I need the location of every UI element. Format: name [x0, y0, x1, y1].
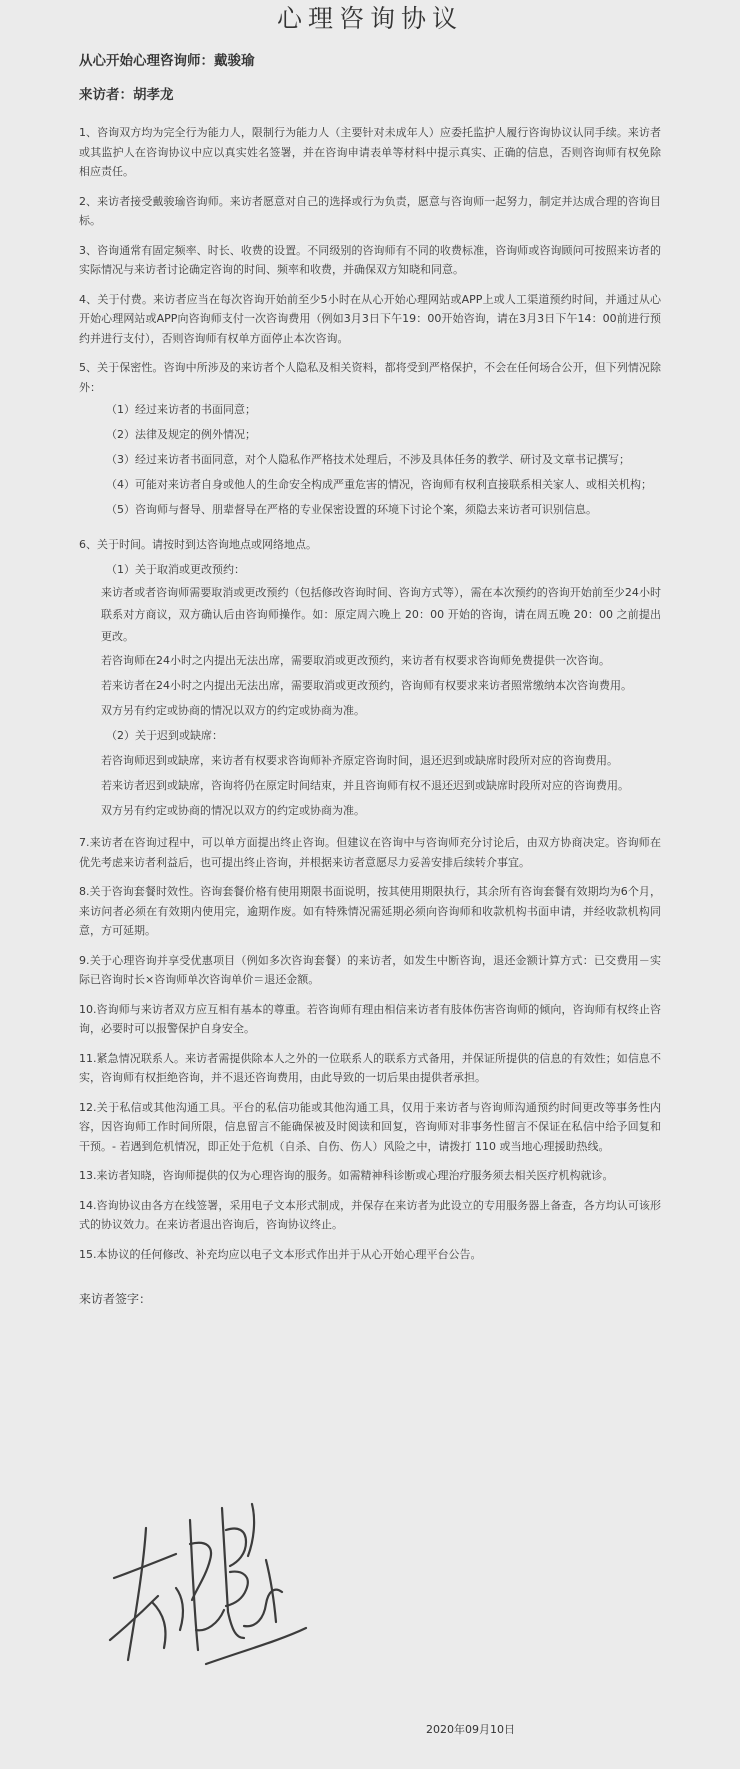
clause-9: 9.关于心理咨询并享受优惠项目（例如多次咨询套餐）的来访者，如发生中断咨询，退还金额计算方式：已交费用－实际已咨询时长×咨询师单次咨询单价＝退还金额。 [79, 953, 661, 986]
visitor-name: 胡孝龙 [133, 87, 174, 103]
clause-10: 10.咨询师与来访者双方应互相有基本的尊重。若咨询师有理由相信来访者有肢体伤害咨询师的倾向，咨询师有权终止咨询，必要时可以报警保护自身安全。 [79, 1002, 661, 1035]
clause-2: 2、来访者接受戴骏瑜咨询师。来访者愿意对自己的选择或行为负责，愿意与咨询师一起努力，制定并达成合理的咨询目标。 [79, 194, 661, 227]
clause-13: 13.来访者知晓，咨询师提供的仅为心理咨询的服务。如需精神科诊断或心理治疗服务须去相关医疗机构就诊。 [79, 1169, 614, 1182]
clause-6-sub2-title: （2）关于迟到或缺席： [106, 729, 223, 742]
clause-3: 3、咨询通常有固定频率、时长、收费的设置。不同级别的咨询师有不同的收费标准，咨询师或咨询顾问可按照来访者的实际情况与来访者讨论确定咨询的时间、频率和收费，并确保双方知晓和同意。 [79, 243, 661, 276]
clause-14: 14.咨询协议由各方在线签署，采用电子文本形式制成，并保存在来访者为此设立的专用服务器上备查，各方均认可该形式的协议效力。在来访者退出咨询后，咨询协议终止。 [79, 1198, 661, 1231]
clause-15: 15.本协议的任何修改、补充均应以电子文本形式作出并于从心开始心理平台公告。 [79, 1247, 482, 1261]
clause-12: 12.关于私信或其他沟通工具。平台的私信功能或其他沟通工具，仅用于来访者与咨询师沟通预约时间更改等事务性内容，因咨询师工作时间所限，信息留言不能确保被及时阅读和回复，咨询师对非事务性留言不保证在私信中给予回复和干预。- 若遇到危机情况，即正处于危机（自杀、自伤、伤人）风险之中，请拨打 110 或当地心理援助热线。 [79, 1100, 661, 1153]
clause-4: 4、关于付费。来访者应当在每次咨询开始前至少5小时在从心开始心理网站或APP上或人工渠道预约时间，并通过从心开始心理网站或APP向咨询师支付一次咨询费用（例如3月3日下午19：00开始咨询，请在3月3日下午14：00前进行预约并进行支付），否则咨询师有权单方面停止本次咨询。 [79, 292, 661, 345]
clause-8: 8.关于咨询套餐时效性。咨询套餐价格有使用期限书面说明，按其使用期限执行，其余所有咨询套餐有效期均为6个月，来访问者必须在有效期内使用完，逾期作废。如有特殊情况需延期必须向咨询师和收款机构书面申请，并经收款机构同意，方可延期。 [79, 885, 661, 937]
visitor-label: 来访者： [79, 87, 133, 103]
counselor-label: 从心开始心理咨询师： [79, 53, 214, 69]
clause-5-list [79, 397, 661, 522]
clause-6-sub2-text: 双方另有约定或协商的情况以双方的约定或协商为准。 [101, 804, 365, 817]
clause-5-item: （4）可能对来访者自身或他人的生命安全构成严重危害的情况，咨询师有权利直接联系相关家人、或相关机构； [106, 478, 652, 491]
handwritten-signature [106, 1500, 316, 1675]
clause-6: 6、关于时间。请按时到达咨询地点或网络地点。 [79, 538, 317, 551]
clause-6-sub2-text: 若咨询师迟到或缺席，来访者有权要求咨询师补齐原定咨询时间，退还迟到或缺席时段所对应的咨询费用。 [101, 754, 618, 767]
clause-7: 7.来访者在咨询过程中，可以单方面提出终止咨询。但建议在咨询中与咨询师充分讨论后，由双方协商决定。咨询师在优先考虑来访者利益后，也可提出终止咨询，并根据来访者意愿尽力妥善安排后续转介事宜。 [79, 836, 661, 869]
clause-5-item: （1）经过来访者的书面同意； [106, 403, 256, 416]
clause-6-sub1-text: 若来访者在24小时之内提出无法出席，需要取消或更改预约，咨询师有权要求来访者照常缴纳本次咨询费用。 [101, 679, 632, 692]
visitor-line [79, 85, 661, 105]
clause-5-item: （5）咨询师与督导、朋辈督导在严格的专业保密设置的环境下讨论个案，须隐去来访者可识别信息。 [106, 503, 597, 516]
clause-5-item: （2）法律及规定的例外情况； [106, 428, 256, 441]
clause-6-sub1-title: （1）关于取消或更改预约： [106, 563, 245, 576]
clause-5-item: （3）经过来访者书面同意，对个人隐私作严格技术处理后，不涉及具体任务的教学、研讨及文章书记撰写； [106, 453, 630, 466]
clause-5: 5、关于保密性。咨询中所涉及的来访者个人隐私及相关资料，都将受到严格保护，不会在任何场合公开，但下列情况除外： [79, 361, 661, 394]
clause-11: 11.紧急情况联系人。来访者需提供除本人之外的一位联系人的联系方式备用，并保证所提供的信息的有效性；如信息不实，咨询师有权拒绝咨询，并不退还咨询费用，由此导致的一切后果由提供者承担。 [79, 1051, 661, 1084]
signing-date: 2020年09月10日 [426, 1723, 515, 1736]
clause-1: 1、咨询双方均为完全行为能力人，限制行为能力人（主要针对未成年人）应委托监护人履行咨询协议认同手续。来访者或其监护人在咨询协议中应以真实姓名签署，并在咨询申请表单等材料中提示真实、正确的信息，否则咨询师有权免除相应责任。 [79, 126, 661, 178]
counselor-line [79, 51, 661, 71]
clause-6-sub1-text: 来访者或者咨询师需要取消或更改预约（包括修改咨询时间、咨询方式等），需在本次预约的咨询开始前至少24小时联系对方商议，双方确认后由咨询师操作。如：原定周六晚上 20：00 开始的咨询，请在周五晚 20：00 之前提出更改。 [101, 586, 661, 643]
counselor-name: 戴骏瑜 [214, 53, 255, 69]
page-title: 心理咨询协议 [276, 4, 463, 33]
signature-label: 来访者签字： [79, 1292, 152, 1306]
clause-6-sub2-text: 若来访者迟到或缺席，咨询将仍在原定时间结束，并且咨询师有权不退还迟到或缺席时段所对应的咨询费用。 [101, 779, 629, 792]
clause-6-sub1-text: 若咨询师在24小时之内提出无法出席，需要取消或更改预约，来访者有权要求咨询师免费提供一次咨询。 [101, 654, 610, 667]
clause-6-sub1-text: 双方另有约定或协商的情况以双方的约定或协商为准。 [101, 704, 365, 717]
